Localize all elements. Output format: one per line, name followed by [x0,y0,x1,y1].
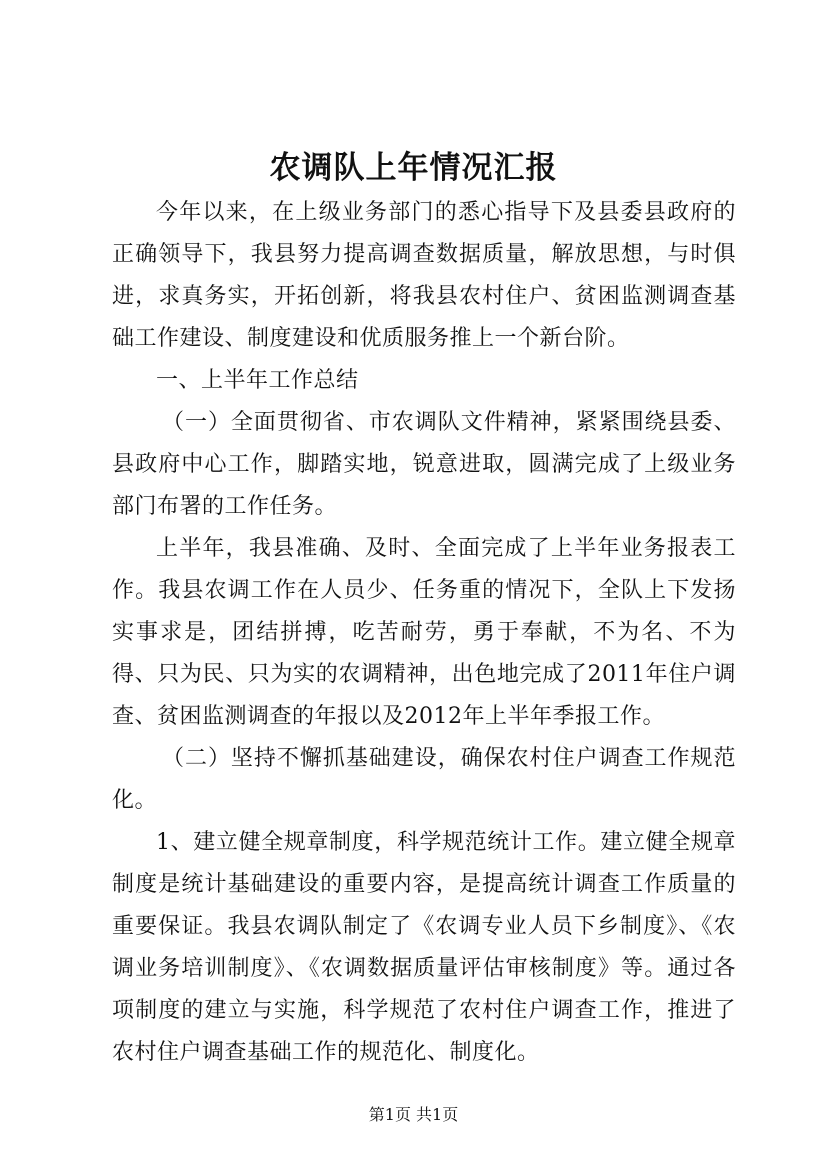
document-body [112,192,736,1074]
page-footer: 第1页 共1页 [368,1105,459,1124]
subsection-one-paragraph: （一）全面贯彻省、市农调队文件精神，紧紧围绕县委、县政府中心工作，脚踏实地，锐意进取，圆满完成了上级业务部门布署的工作任务。 [112,410,736,519]
subsection-two-heading: （二）坚持不懈抓基础建设，确保农村住户调查工作规范化。 [112,746,736,813]
first-half-report-paragraph: 上半年，我县准确、及时、全面完成了上半年业务报表工作。我县农调工作在人员少、任务重的情况下，全队上下发扬实事求是，团结拼搏，吃苦耐劳，勇于奉献，不为名、不为得、只为民、只为实的农调精神，出色地完成了2011年住户调查、贫困监测调查的年报以及2012年上半年季报工作。 [112,536,736,729]
rules-system-paragraph: 1、建立健全规章制度，科学规范统计工作。建立健全规章制度是统计基础建设的重要内容，是提高统计调查工作质量的重要保证。我县农调队制定了《农调专业人员下乡制度》、《农调业务培训制度》、《农调数据质量评估审核制度》等。通过各项制度的建立与实施，科学规范了农村住户调查工作，推进了农村住户调查基础工作的规范化、制度化。 [112,830,736,1065]
section-heading-summary: 一、上半年工作总结 [156,368,359,393]
document-title: 农调队上年情况汇报 [269,150,558,186]
intro-paragraph: 今年以来，在上级业务部门的悉心指导下及县委县政府的正确领导下，我县努力提高调查数据质量，解放思想，与时俱进，求真务实，开拓创新，将我县农村住户、贫困监测调查基础工作建设、制度建设和优质服务推上一个新台阶。 [112,200,736,351]
